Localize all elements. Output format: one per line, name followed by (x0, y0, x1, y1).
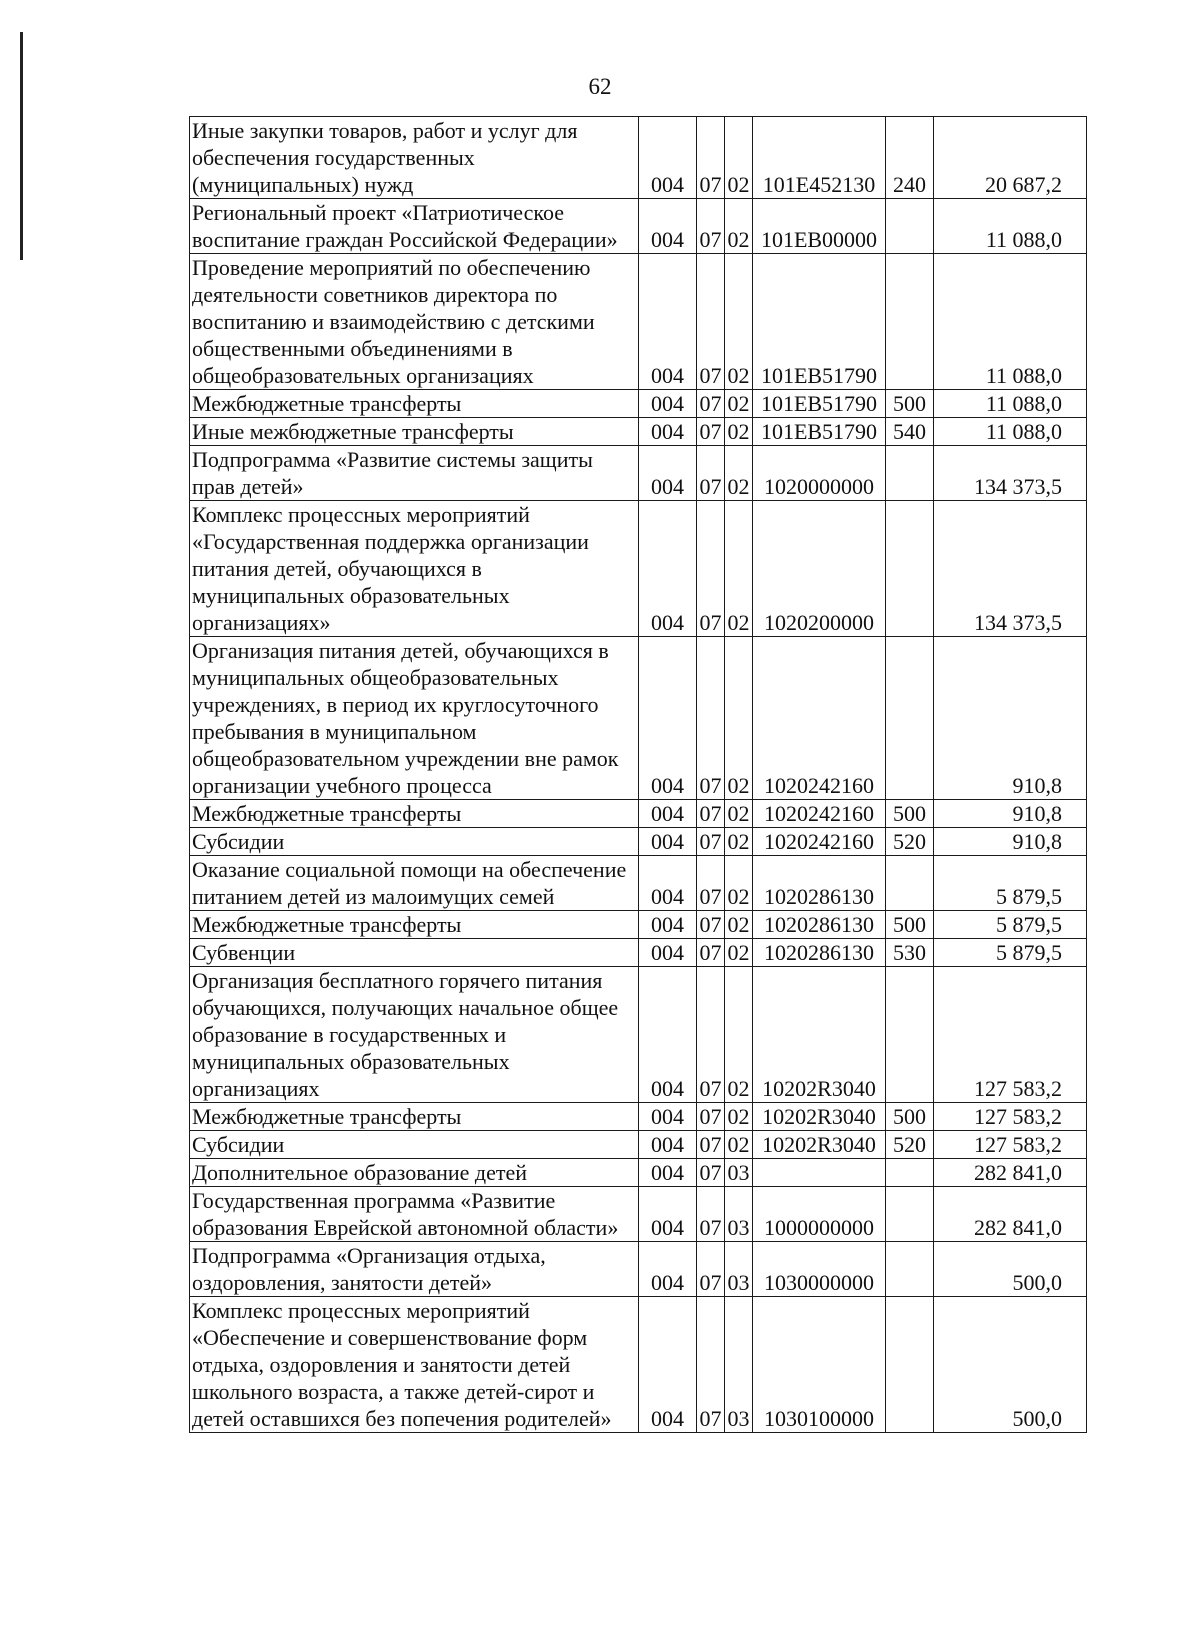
row-name-cell: Комплекс процессных мероприятий «Обеспечение и совершенствование форм отдыха, оздоровления и занятости детей школьного возраста, а также детей-сирот и детей оставшихся без попечения родителей» (190, 1297, 639, 1433)
table-row (190, 911, 1087, 939)
row-rz-cell: 07 (697, 501, 725, 637)
row-vr-cell (886, 1297, 934, 1433)
row-ved-cell: 004 (639, 117, 697, 199)
row-pr-cell: 02 (725, 800, 753, 828)
row-csr-cell: 101E452130 (753, 117, 886, 199)
table-row (190, 637, 1087, 800)
table-row (190, 967, 1087, 1103)
row-sum-cell: 127 583,2 (934, 967, 1087, 1103)
row-name-cell: Межбюджетные трансферты (190, 800, 639, 828)
row-name-cell: Межбюджетные трансферты (190, 1103, 639, 1131)
row-name-cell: Субсидии (190, 1131, 639, 1159)
row-name-cell: Иные закупки товаров, работ и услуг для обеспечения государственных (муниципальных) нужд (190, 117, 639, 199)
row-rz-cell: 07 (697, 856, 725, 911)
row-pr-cell: 02 (725, 939, 753, 967)
row-rz-cell: 07 (697, 199, 725, 254)
row-vr-cell: 500 (886, 1103, 934, 1131)
row-vr-cell (886, 967, 934, 1103)
row-sum-cell: 134 373,5 (934, 446, 1087, 501)
row-csr-cell (753, 1159, 886, 1187)
row-csr-cell: 1020286130 (753, 939, 886, 967)
row-rz-cell: 07 (697, 117, 725, 199)
row-pr-cell: 02 (725, 911, 753, 939)
row-rz-cell: 07 (697, 1159, 725, 1187)
row-csr-cell: 1020000000 (753, 446, 886, 501)
row-ved-cell: 004 (639, 254, 697, 390)
row-pr-cell: 02 (725, 637, 753, 800)
row-name-cell: Подпрограмма «Организация отдыха, оздоровления, занятости детей» (190, 1242, 639, 1297)
row-csr-cell: 1030100000 (753, 1297, 886, 1433)
table-row (190, 1297, 1087, 1433)
row-pr-cell: 03 (725, 1159, 753, 1187)
row-name-cell: Иные межбюджетные трансферты (190, 418, 639, 446)
row-ved-cell: 004 (639, 390, 697, 418)
table-row (190, 390, 1087, 418)
row-name-cell: Дополнительное образование детей (190, 1159, 639, 1187)
table-row (190, 1187, 1087, 1242)
row-ved-cell: 004 (639, 911, 697, 939)
row-pr-cell: 02 (725, 501, 753, 637)
row-vr-cell: 530 (886, 939, 934, 967)
row-sum-cell: 910,8 (934, 800, 1087, 828)
row-ved-cell: 004 (639, 199, 697, 254)
row-pr-cell: 02 (725, 856, 753, 911)
row-csr-cell: 1020286130 (753, 911, 886, 939)
row-csr-cell: 1030000000 (753, 1242, 886, 1297)
row-sum-cell: 500,0 (934, 1242, 1087, 1297)
row-pr-cell: 02 (725, 1103, 753, 1131)
row-pr-cell: 03 (725, 1242, 753, 1297)
row-vr-cell (886, 446, 934, 501)
row-pr-cell: 02 (725, 390, 753, 418)
row-ved-cell: 004 (639, 1242, 697, 1297)
row-ved-cell: 004 (639, 856, 697, 911)
row-vr-cell (886, 501, 934, 637)
row-vr-cell (886, 1187, 934, 1242)
row-vr-cell (886, 254, 934, 390)
row-sum-cell: 282 841,0 (934, 1187, 1087, 1242)
row-csr-cell: 1020242160 (753, 800, 886, 828)
row-csr-cell: 1000000000 (753, 1187, 886, 1242)
row-vr-cell (886, 637, 934, 800)
row-rz-cell: 07 (697, 1242, 725, 1297)
row-ved-cell: 004 (639, 418, 697, 446)
row-name-cell: Государственная программа «Развитие образования Еврейской автономной области» (190, 1187, 639, 1242)
row-sum-cell: 5 879,5 (934, 856, 1087, 911)
row-rz-cell: 07 (697, 446, 725, 501)
row-name-cell: Организация питания детей, обучающихся в муниципальных общеобразовательных учреждениях, в период их круглосуточного пребывания в муниципальном общеобразовательном учреждении вне рамок организации учебного процесса (190, 637, 639, 800)
row-sum-cell: 11 088,0 (934, 199, 1087, 254)
row-csr-cell: 101EB51790 (753, 418, 886, 446)
table-row (190, 1131, 1087, 1159)
row-sum-cell: 910,8 (934, 637, 1087, 800)
row-sum-cell: 5 879,5 (934, 939, 1087, 967)
row-rz-cell: 07 (697, 828, 725, 856)
row-rz-cell: 07 (697, 939, 725, 967)
row-rz-cell: 07 (697, 418, 725, 446)
row-sum-cell: 127 583,2 (934, 1103, 1087, 1131)
table-row (190, 254, 1087, 390)
row-csr-cell: 1020242160 (753, 637, 886, 800)
row-vr-cell: 500 (886, 911, 934, 939)
scan-margin-line (20, 32, 23, 260)
row-rz-cell: 07 (697, 1187, 725, 1242)
row-sum-cell: 500,0 (934, 1297, 1087, 1433)
row-pr-cell: 03 (725, 1187, 753, 1242)
row-vr-cell (886, 856, 934, 911)
row-rz-cell: 07 (697, 1131, 725, 1159)
row-vr-cell: 520 (886, 828, 934, 856)
row-vr-cell (886, 1159, 934, 1187)
table-row (190, 856, 1087, 911)
row-pr-cell: 02 (725, 828, 753, 856)
row-name-cell: Межбюджетные трансферты (190, 390, 639, 418)
table-row (190, 828, 1087, 856)
row-ved-cell: 004 (639, 967, 697, 1103)
budget-table (189, 116, 1087, 1433)
row-ved-cell: 004 (639, 1103, 697, 1131)
row-name-cell: Проведение мероприятий по обеспечению деятельности советников директора по воспитанию и взаимодействию с детскими общественными объединениями в общеобразовательных организациях (190, 254, 639, 390)
budget-table-body (190, 117, 1087, 1433)
row-rz-cell: 07 (697, 911, 725, 939)
row-ved-cell: 004 (639, 1131, 697, 1159)
row-rz-cell: 07 (697, 254, 725, 390)
row-csr-cell: 1020200000 (753, 501, 886, 637)
row-csr-cell: 101EB51790 (753, 254, 886, 390)
row-ved-cell: 004 (639, 800, 697, 828)
row-rz-cell: 07 (697, 637, 725, 800)
row-sum-cell: 11 088,0 (934, 254, 1087, 390)
row-ved-cell: 004 (639, 637, 697, 800)
row-name-cell: Комплекс процессных мероприятий «Государственная поддержка организации питания детей, обучающихся в муниципальных образовательных организациях» (190, 501, 639, 637)
row-sum-cell: 910,8 (934, 828, 1087, 856)
row-ved-cell: 004 (639, 1159, 697, 1187)
row-pr-cell: 02 (725, 199, 753, 254)
row-sum-cell: 134 373,5 (934, 501, 1087, 637)
row-rz-cell: 07 (697, 1103, 725, 1131)
table-row (190, 199, 1087, 254)
table-row (190, 1242, 1087, 1297)
row-pr-cell: 02 (725, 254, 753, 390)
row-csr-cell: 101EB00000 (753, 199, 886, 254)
row-sum-cell: 11 088,0 (934, 390, 1087, 418)
row-vr-cell: 520 (886, 1131, 934, 1159)
row-sum-cell: 127 583,2 (934, 1131, 1087, 1159)
row-pr-cell: 02 (725, 446, 753, 501)
row-name-cell: Субсидии (190, 828, 639, 856)
row-pr-cell: 02 (725, 967, 753, 1103)
row-csr-cell: 1020242160 (753, 828, 886, 856)
row-pr-cell: 02 (725, 418, 753, 446)
row-ved-cell: 004 (639, 939, 697, 967)
row-vr-cell: 500 (886, 800, 934, 828)
row-ved-cell: 004 (639, 1187, 697, 1242)
row-csr-cell: 10202R3040 (753, 1103, 886, 1131)
row-csr-cell: 10202R3040 (753, 967, 886, 1103)
row-pr-cell: 02 (725, 117, 753, 199)
row-rz-cell: 07 (697, 390, 725, 418)
row-name-cell: Оказание социальной помощи на обеспечение питанием детей из малоимущих семей (190, 856, 639, 911)
row-pr-cell: 03 (725, 1297, 753, 1433)
row-rz-cell: 07 (697, 967, 725, 1103)
table-row (190, 939, 1087, 967)
row-ved-cell: 004 (639, 828, 697, 856)
row-csr-cell: 10202R3040 (753, 1131, 886, 1159)
row-csr-cell: 101EB51790 (753, 390, 886, 418)
table-row (190, 800, 1087, 828)
row-csr-cell: 1020286130 (753, 856, 886, 911)
row-ved-cell: 004 (639, 446, 697, 501)
table-row (190, 501, 1087, 637)
row-sum-cell: 5 879,5 (934, 911, 1087, 939)
row-ved-cell: 004 (639, 1297, 697, 1433)
row-name-cell: Субвенции (190, 939, 639, 967)
row-sum-cell: 20 687,2 (934, 117, 1087, 199)
row-rz-cell: 07 (697, 800, 725, 828)
table-row (190, 446, 1087, 501)
row-sum-cell: 11 088,0 (934, 418, 1087, 446)
page-number: 62 (588, 74, 612, 99)
row-name-cell: Региональный проект «Патриотическое воспитание граждан Российской Федерации» (190, 199, 639, 254)
row-name-cell: Организация бесплатного горячего питания обучающихся, получающих начальное общее образование в государственных и муниципальных образовательных организациях (190, 967, 639, 1103)
table-row (190, 1159, 1087, 1187)
row-ved-cell: 004 (639, 501, 697, 637)
row-name-cell: Подпрограмма «Развитие системы защиты прав детей» (190, 446, 639, 501)
row-vr-cell (886, 199, 934, 254)
table-row (190, 418, 1087, 446)
row-name-cell: Межбюджетные трансферты (190, 911, 639, 939)
table-row (190, 1103, 1087, 1131)
row-vr-cell: 500 (886, 390, 934, 418)
row-pr-cell: 02 (725, 1131, 753, 1159)
row-rz-cell: 07 (697, 1297, 725, 1433)
row-vr-cell: 240 (886, 117, 934, 199)
row-vr-cell (886, 1242, 934, 1297)
table-row (190, 117, 1087, 199)
row-sum-cell: 282 841,0 (934, 1159, 1087, 1187)
row-vr-cell: 540 (886, 418, 934, 446)
